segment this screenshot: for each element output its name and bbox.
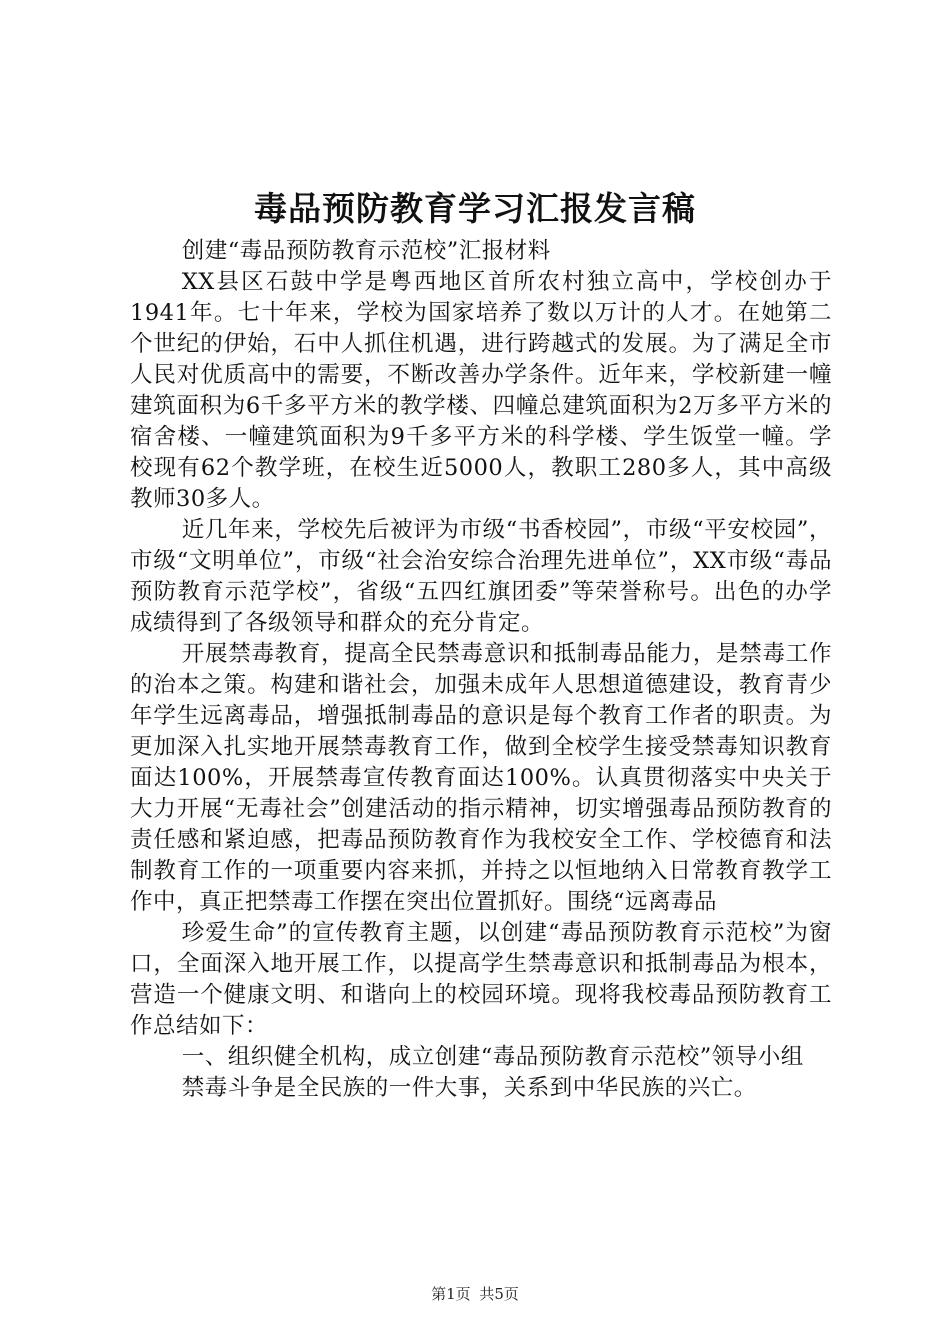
page-total: 共5页 <box>479 1285 519 1303</box>
document-title: 毒品预防教育学习汇报发言稿 <box>254 189 696 228</box>
page-footer <box>0 1283 950 1305</box>
document-body <box>130 236 832 1104</box>
paragraph-closing: 禁毒斗争是全民族的一件大事，关系到中华民族的兴亡。 <box>181 1075 757 1101</box>
paragraph-drug-education: 开展禁毒教育，提高全民禁毒意识和抵制毒品能力，是禁毒工作的治本之策。构建和谐社会，加强未成年人思想道德建设，教育青少年学生远离毒品，增强抵制毒品的意识是每个教育工作者的职责。为更加深入扎实地开展禁毒教育工作，做到全校学生接受禁毒知识教育面达100%，开展禁毒宣传教育面达100%。认真贯彻落实中央关于大力开展“无毒社会”创建活动的指示精神，切实增强毒品预防教育的责任感和紧迫感，把毒品预防教育作为我校安全工作、学校德育和法制教育工作的一项重要内容来抓，并持之以恒地纳入日常教育教学工作中，真正把禁毒工作摆在突出位置抓好。围绕“远离毒品 <box>130 641 832 915</box>
page-number: 第1页 <box>431 1285 471 1303</box>
paragraph-theme: 珍爱生命”的宣传教育主题，以创建“毒品预防教育示范校”为窗口，全面深入地开展工作，以提高学生禁毒意识和抵制毒品为根本，营造一个健康文明、和谐向上的校园环境。现将我校毒品预防教育工作总结如下： <box>130 920 832 1039</box>
paragraph-section-heading: 一、组织健全机构，成立创建“毒品预防教育示范校”领导小组 <box>181 1044 804 1070</box>
paragraph-honors: 近几年来，学校先后被评为市级“书香校园”，市级“平安校园”，市级“文明单位”，市级“社会治安综合治理先进单位”，XX市级“毒品预防教育示范学校”，省级“五四红旗团委”等荣誉称号。出色的办学成绩得到了各级领导和群众的充分肯定。 <box>130 517 832 636</box>
paragraph-subtitle: 创建“毒品预防教育示范校”汇报材料 <box>181 238 551 264</box>
paragraph-school-intro: XX县区石鼓中学是粤西地区首所农村独立高中，学校创办于1941年。七十年来，学校为国家培养了数以万计的人才。在她第二个世纪的伊始，石中人抓住机遇，进行跨越式的发展。为了满足全市人民对优质高中的需要，不断改善办学条件。近年来，学校新建一幢建筑面积为6千多平方米的教学楼、四幢总建筑面积为2万多平方米的宿舍楼、一幢建筑面积为9千多平方米的科学楼、学生饭堂一幢。学校现有62个教学班，在校生近5000人，教职工280多人，其中高级教师30多人。 <box>130 269 832 512</box>
